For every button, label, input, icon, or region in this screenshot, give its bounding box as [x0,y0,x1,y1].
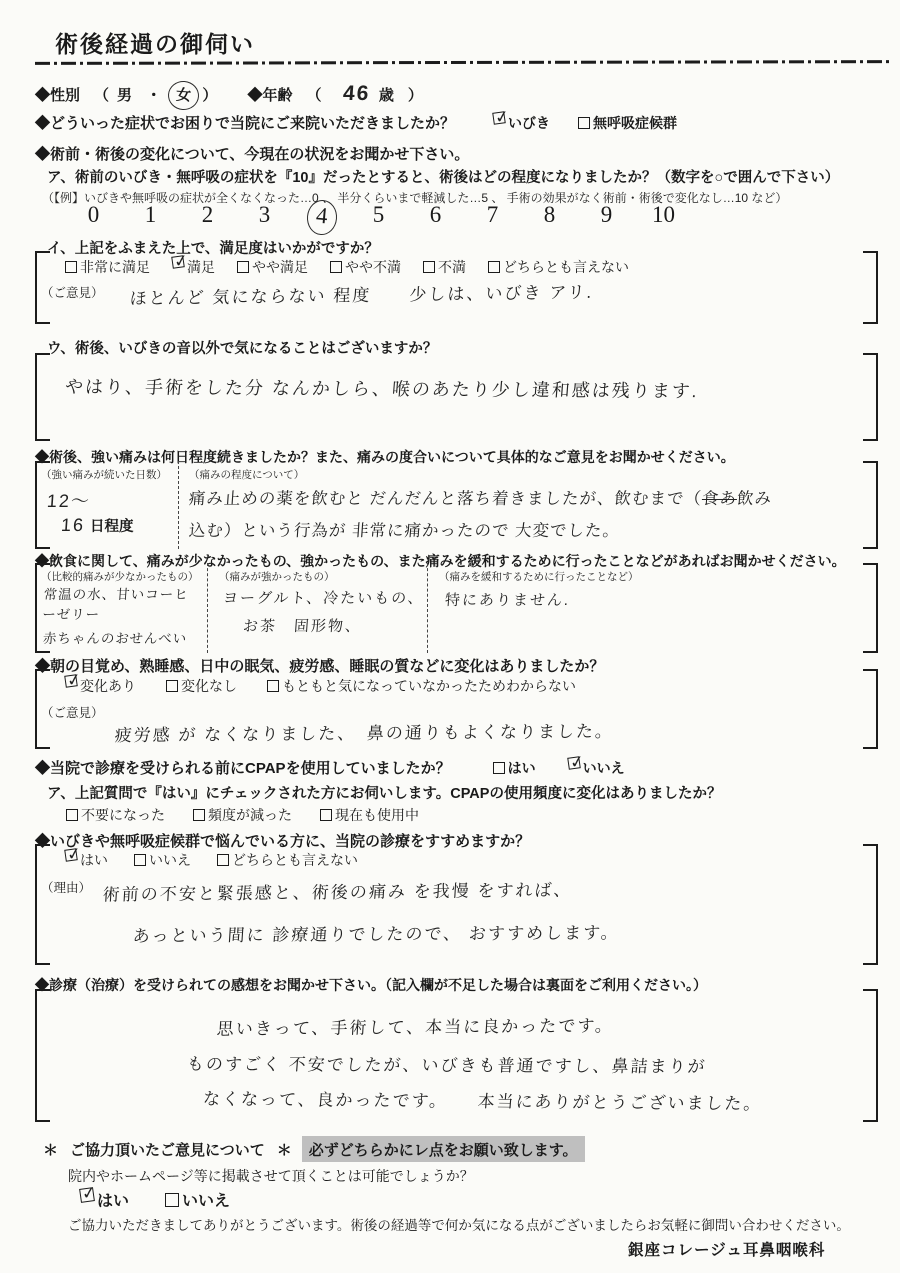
checkbox-no-change [166,680,178,692]
reason-line2-handwritten: あっという間に 診療通りでしたので、 おすすめします。 [132,923,621,946]
satisfaction-sub-i: イ、上記をふまえた上で、満足度はいかがですか？ [47,241,379,257]
pain-degree-line2-handwritten: 込む）という行為が 非常に痛かったので 大変でした。 [188,522,621,540]
option-unknown: もともと気になっていなかったためわからない [267,676,576,696]
option-apnea [578,113,677,133]
scale-9: 9 [600,202,613,227]
checkbox-somewhat-dissatisfied [330,261,342,273]
form-title: 術後経過の御伺い [55,32,255,57]
cpap-row [35,751,625,778]
change-sub-a: ア、術前のいびき・無呼吸の症状を『10』だったとすると、術後はどの程度になりましたか？（数字を○で囲んで下さい） [47,170,840,186]
checkbox-unknown [267,680,279,692]
gender-separator: ・ [146,86,162,104]
pain-degree-label: （痛みの程度について） [189,469,305,481]
gender-option-male: 男 [117,86,133,104]
pain-column-separator [178,461,179,549]
option-somewhat-satisfied: やや満足 [237,257,308,277]
checkbox-satisfied: ✓ [172,250,190,273]
option-changed: ✓ 変化あり [65,669,136,694]
gender-options [117,83,192,106]
sleep-options [65,669,576,696]
option-frequency-reduced: 頻度が減った [193,805,292,825]
concerns-comment-handwritten: やはり、手術をした分 なんかしら、喉のあたり少し違和感は残ります. [64,376,700,402]
sleep-opinion-label: （ご意見） [41,706,104,720]
sleep-answer-box [35,669,878,749]
age-unit: 歳 [378,86,394,104]
eating-heading: ◆飲食に関して、痛みが少なかったもの、強かったもの、また痛みを緩和するために行ったことなどがあればお聞かせください。 [35,553,846,569]
pain-days-line1-handwritten: 12〜 [46,491,92,511]
sleep-comment-handwritten: 疲労感 が なくなりました、 鼻の通りもよくなりました。 [114,721,615,746]
option-no-change: 変化なし [166,676,237,696]
gender-label: ◆性別 [35,86,81,104]
concerns-sub-u: ウ、術後、いびきの音以外で気になることはございますか？ [47,341,438,357]
age-paren-open: （ [306,86,322,104]
scale-10: 10 [652,202,675,227]
gender-option-female: 女 [167,79,200,110]
consent-prefix: ご協力頂いたご意見について [70,1141,265,1159]
consent-row [43,1136,585,1162]
checkbox-recommend-yes: ✓ [65,843,83,866]
checkbox-dissatisfied [423,261,435,273]
clinic-name: 銀座コレージュ耳鼻咽喉科 [628,1242,826,1259]
option-consent-yes: ✓ はい [80,1182,130,1210]
checkbox-somewhat-satisfied [237,261,249,273]
option-somewhat-dissatisfied: やや不満 [330,257,401,277]
checkbox-neither [488,261,500,273]
impression-heading: ◆診療（治療）を受けられての感想をお聞かせ下さい。（記入欄が不足した場合は裏面をご利用ください。） [35,977,707,993]
consent-asterisk-left: ＊ [43,1141,59,1159]
pain-days-line2 [61,515,134,536]
reason-label: （理由） [41,881,92,895]
scale-8: 8 [543,202,556,227]
consent-highlight: 必ずどちらかにレ点をお願い致します。 [302,1136,585,1162]
severity-scale [65,202,692,230]
scale-5: 5 [372,202,385,227]
option-satisfied: ✓ 満足 [172,250,215,275]
option-no-longer-needed: 不要になった [66,805,165,825]
option-recommend-no: いいえ [134,850,191,870]
consent-options [80,1182,231,1211]
eating-col1-line2-handwritten: 赤ちゃんのおせんべい [42,631,188,646]
eating-col2-line1-handwritten: ヨーグルト、冷たいもの、 [222,590,426,607]
option-dissatisfied: 不満 [423,257,466,277]
sleep-heading: ◆朝の目覚め、熟睡感、日中の眠気、疲労感、睡眠の質などに変化はありましたか？ [35,658,605,675]
checkbox-cpap-yes [493,762,505,774]
checkbox-snoring: ✓ [493,106,511,128]
age-paren-close: ） [407,86,423,104]
reason-line1-handwritten: 術前の不安と緊張感と、術後の痛み を我慢 をすれば、 [102,880,574,905]
eating-answer-box [35,563,878,653]
scale-2: 2 [201,202,214,227]
scale-4-circled: 4 [305,199,337,236]
pain-days-label: （強い痛みが続いた日数） [41,469,167,481]
age-value-handwritten: 46 [342,82,372,105]
option-apnea-label: 無呼吸症候群 [593,114,678,131]
checkbox-frequency-reduced [193,809,205,821]
pain-degree-strikethrough: 食あ [701,490,738,508]
cpap-sub-question: ア、上記質問で『はい』にチェックされた方にお伺いします。CPAPの使用頻度に変化はありましたか？ [47,786,722,802]
pain-days-suffix: 日程度 [90,519,134,535]
scale-6: 6 [429,202,442,227]
eating-col2-line2-handwritten: お茶 固形物、 [242,618,363,635]
gender-paren-open: （ [94,86,110,104]
option-still-using: 現在も使用中 [320,805,419,825]
impression-line1-handwritten: 思いきって、手術して、本当に良かったです。 [216,1016,615,1039]
dash-dot-divider [35,60,893,65]
option-recommend-yes: ✓ はい [65,843,108,868]
satisfaction-comment-handwritten: ほとんど 気にならない 程度 少しは、いびき アリ. [129,282,594,309]
impression-answer-box [35,989,878,1122]
checkbox-changed: ✓ [65,669,83,692]
eating-separator-2 [427,563,428,653]
scale-7: 7 [486,202,499,227]
pain-answer-box [35,461,878,549]
symptom-row [35,106,678,133]
profile-row [35,82,423,106]
option-consent-no: いいえ [165,1188,230,1211]
age-label: ◆年齢 [247,86,293,104]
recommend-options [65,843,358,870]
cpap-sub-options [66,805,419,825]
pain-degree-line1-handwritten: 痛み止めの薬を飲むと だんだんと落ち着きましたが、飲むまで（食あ飲み [188,490,773,508]
eating-col2-label: （痛みが強かったもの） [219,571,335,583]
pain-days-value-handwritten: 16 [60,515,86,535]
scale-0: 0 [87,202,100,227]
recommend-question: ◆いびきや無呼吸症候群で悩んでいる方に、当院の診療をすすめますか？ [35,833,531,850]
symptom-question: ◆どういった症状でお困りで当院にご来院いただきましたか？ [35,115,456,132]
recommend-answer-box [35,844,878,965]
scale-1: 1 [144,202,157,227]
eating-separator-1 [207,563,208,653]
option-snoring-label: いびき [508,114,551,131]
satisfaction-options [65,250,629,277]
checkbox-consent-no [165,1193,179,1207]
option-very-satisfied: 非常に満足 [65,257,150,277]
option-cpap-yes: はい [493,758,536,778]
cpap-question: ◆当院で診療を受けられる前にCPAPを使用していましたか？ [35,760,451,777]
checkbox-still-using [320,809,332,821]
closing-note: ご協力いただきましてありがとうございます。術後の経過等で何か気になる点がございましたらお気軽に御問い合わせください。 [68,1218,850,1233]
option-neither: どちらとも言えない [488,257,629,277]
pain-heading: ◆術後、強い痛みは何日程度続きましたか？また、痛みの度合いについて具体的なご意見をお聞かせください。 [35,449,735,465]
checkbox-recommend-neither [217,854,229,866]
opinion-label: （ご意見） [41,286,104,300]
concerns-answer-box [35,353,878,441]
checkbox-recommend-no [134,854,146,866]
checkbox-no-longer-needed [66,809,78,821]
satisfaction-answer-box [35,251,878,324]
checkbox-very-satisfied [65,261,77,273]
checkbox-cpap-no: ✓ [568,751,586,773]
change-example: （【例】いびきや無呼吸の症状が全くなくなった…0 、 半分くらいまで軽減した…5 、 手術の効果がなく術前・術後で変化なし…10 など） [42,191,788,205]
consent-question: 院内やホームページ等に掲載させて頂くことは可能でしょうか？ [68,1168,474,1184]
eating-col3-line1-handwritten: 特にありません. [444,592,571,609]
impression-line3-handwritten: なくなって、良かったです。 本当にありがとうございました。 [202,1089,764,1114]
change-heading: ◆術前・術後の変化について、今現在の状況をお聞かせ下さい。 [35,146,470,163]
gender-paren-close: ） [202,86,218,104]
option-snoring [493,106,551,133]
option-cpap-no: ✓ いいえ [568,751,625,776]
scale-3: 3 [258,202,271,227]
impression-line2-handwritten: ものすごく 不安でしたが、いびきも普通ですし、鼻詰まりが [186,1054,708,1077]
checkbox-apnea [578,117,590,129]
eating-col1-label: （比較的痛みが少なかったもの） [41,571,199,583]
option-recommend-neither: どちらとも言えない [217,850,358,870]
eating-col1-line1-handwritten: 常温の水、甘いコーヒーゼリー [41,587,190,622]
checkbox-consent-yes: ✓ [80,1182,98,1205]
eating-col3-label: （痛みを緩和するために行ったことなど） [439,571,639,583]
consent-asterisk-right: ＊ [276,1141,292,1159]
